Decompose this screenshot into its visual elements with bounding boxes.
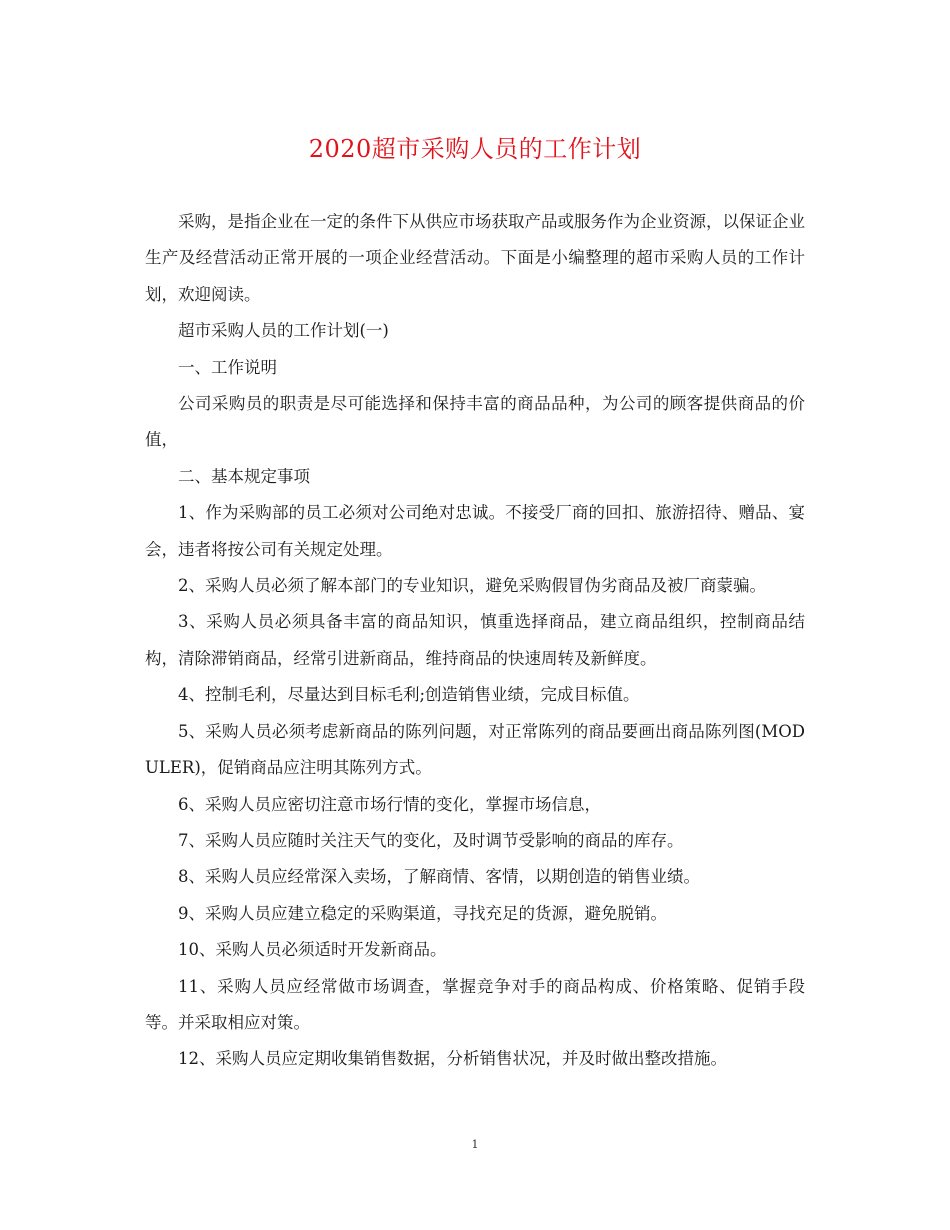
- rule-item-6: 6、采购人员应密切注意市场行情的变化，掌握市场信息，: [178, 794, 601, 814]
- section-heading-plan-one: 超市采购人员的工作计划(一): [178, 321, 389, 341]
- rule-item-5: 5、采购人员必须考虑新商品的陈列问题，对正常陈列的商品要画出商品陈列图(MODULER)，促销商品应注明其陈列方式。: [145, 721, 805, 778]
- section-heading-work-description: 一、工作说明: [178, 357, 277, 377]
- rule-item-4: 4、控制毛利，尽量达到目标毛利;创造销售业绩，完成目标值。: [178, 685, 640, 705]
- rule-item-11: 11、采购人员应经常做市场调查，掌握竞争对手的商品构成、价格策略、促销手段等。并采取相应对策。: [145, 976, 805, 1032]
- paragraph-duties: 公司采购员的职责是尽可能选择和保持丰富的商品品种，为公司的顾客提供商品的价值，: [145, 394, 805, 450]
- rule-item-12: 12、采购人员应定期收集销售数据，分析销售状况，并及时做出整改措施。: [178, 1049, 727, 1069]
- rule-item-3: 3、采购人员必须具备丰富的商品知识，慎重选择商品，建立商品组织，控制商品结构，清除滞销商品，经常引进新商品，维持商品的快速周转及新鲜度。: [145, 612, 805, 668]
- page-number: 1: [471, 1138, 479, 1151]
- rule-item-10: 10、采购人员必须适时开发新商品。: [178, 940, 447, 960]
- intro-paragraph: 采购，是指企业在一定的条件下从供应市场获取产品或服务作为企业资源，以保证企业生产及经营活动正常开展的一项企业经营活动。下面是小编整理的超市采购人员的工作计划，欢迎阅读。: [145, 212, 805, 304]
- document-body: [145, 204, 805, 1078]
- rule-item-8: 8、采购人员应经常深入卖场，了解商情、客情，以期创造的销售业绩。: [178, 867, 700, 887]
- rule-item-7: 7、采购人员应随时关注天气的变化，及时调节受影响的商品的库存。: [178, 830, 684, 850]
- rule-item-2: 2、采购人员必须了解本部门的专业知识，避免采购假冒伪劣商品及被厂商蒙骗。: [178, 576, 766, 596]
- rule-item-1: 1、作为采购部的员工必须对公司绝对忠诚。不接受厂商的回扣、旅游招待、赠品、宴会，违者将按公司有关规定处理。: [145, 503, 805, 559]
- rule-item-9: 9、采购人员应建立稳定的采购渠道，寻找充足的货源，避免脱销。: [178, 903, 667, 923]
- section-heading-basic-rules: 二、基本规定事项: [178, 466, 310, 486]
- document-title: 2020超市采购人员的工作计划: [308, 135, 642, 163]
